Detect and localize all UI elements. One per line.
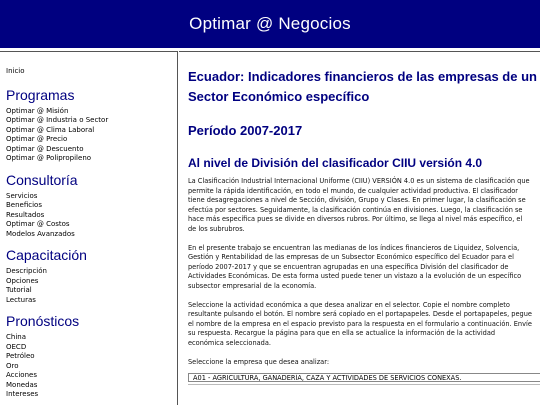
sidebar-link[interactable]: Beneficios — [6, 201, 42, 209]
sidebar-link[interactable]: Modelos Avanzados — [6, 229, 75, 238]
sidebar-heading: Consultoría — [6, 171, 78, 188]
select-prompt: Seleccione la empresa que desea analizar: — [188, 357, 330, 366]
sidebar-spacer — [6, 305, 177, 311]
sidebar-link[interactable]: Optimar @ Precio — [6, 135, 68, 143]
sidebar-link[interactable]: Optimar @ Descuento — [6, 144, 84, 153]
sidebar-link[interactable]: Optimar @ Misión — [6, 106, 69, 115]
sidebar-link[interactable]: Servicios — [6, 191, 38, 200]
sidebar-link[interactable]: Resultados — [6, 210, 45, 219]
sidebar-link[interactable]: Acciones — [6, 371, 37, 379]
sidebar-spacer — [6, 239, 177, 245]
sidebar-link[interactable]: Oro — [6, 361, 19, 370]
sidebar-link-inicio[interactable]: Inicio — [6, 67, 25, 75]
selector-list-edge — [188, 384, 540, 405]
sidebar-link[interactable]: Monedas — [6, 380, 38, 389]
sidebar-link[interactable]: Optimar @ Polipropileno — [6, 154, 92, 162]
instructions-paragraph: Seleccione la actividad económica a que desea analizar en el selector. Copie el nombre completo resultante pulsando el botón. El nombre será copiado en el portapapeles. Desde el portapapeles, pegue el nombre de la empresa en el espacio previsto para la respuesta en el formulario a continuación. Envíe su respuesta. Recargue la página para que en ella se actualice la información de la actividad económica seleccionada. — [188, 300, 532, 347]
sidebar-spacer — [6, 164, 177, 170]
sidebar-heading: Pronósticos — [6, 313, 80, 329]
period-heading: Período 2007-2017 — [188, 123, 303, 138]
sidebar-sections — [6, 87, 177, 405]
page-title: Ecuador: Indicadores financieros de las empresas de un Sector Económico específico — [188, 69, 537, 104]
sidebar-link[interactable]: Descripción — [6, 267, 47, 275]
site-header — [0, 0, 540, 48]
sidebar-link[interactable]: Optimar @ Costos — [6, 220, 70, 228]
sidebar-link[interactable]: OECD — [6, 342, 27, 351]
sidebar-heading: Capacitación — [6, 247, 87, 263]
study-paragraph: En el presente trabajo se encuentran las medianas de los índices financieros de Liquidez, Solvencia, Gestión y Rentabilidad de las empresas de un Subsector Económico específico del Ecuador para el período 2007-2017 y que se encuentran agrupadas en una específica División del clasificador de Actividades Económicas. De esta forma usted puede tener un vistazo a la evolución de un específico subsector empresarial de la economía. — [188, 243, 522, 290]
site-title: Optimar @ Negocios — [189, 14, 351, 33]
activity-selector[interactable]: A01 - AGRICULTURA, GANADERÍA, CAZA Y ACTIVIDADES DE SERVICIOS CONEXAS. — [188, 373, 540, 382]
classification-heading: Al nivel de División del clasificador CIIU versión 4.0 — [188, 156, 483, 170]
sidebar-link[interactable]: Lecturas — [6, 295, 36, 304]
sidebar-link[interactable]: Optimar @ Industria o Sector — [6, 116, 109, 124]
main-content — [179, 51, 540, 405]
sidebar-link[interactable]: Intereses — [6, 390, 39, 398]
sidebar-link[interactable]: China — [6, 333, 26, 341]
sidebar-link[interactable]: Tutorial — [6, 286, 32, 294]
sidebar-heading: Programas — [6, 86, 75, 103]
sidebar-link[interactable]: Opciones — [6, 276, 39, 285]
sidebar-link[interactable]: Petróleo — [6, 352, 35, 360]
sidebar-spacer — [6, 400, 177, 405]
intro-paragraph: La Clasificación Industrial Internacional Uniforme (CIIU) VERSIÓN 4.0 es un sistema de clasificación que permite la rápida identificación, en todo el mundo, de cualquier actividad productiva. El clasificador tiene desagregaciones a nivel de Sección, división, Grupo y Clases. En primer lugar, la clasificación se efectúa por sectores. Seguidamente, la clasificación continúa en divisiones. Luego, la clasificación se hace más específica pues se divide en diversos rubros. Por último, se llega al nivel más específico, el de los subrubros. — [188, 177, 530, 233]
sidebar-link[interactable]: Optimar @ Clima Laboral — [6, 125, 95, 134]
sidebar — [0, 51, 178, 405]
sidebar-spacer — [6, 77, 177, 85]
